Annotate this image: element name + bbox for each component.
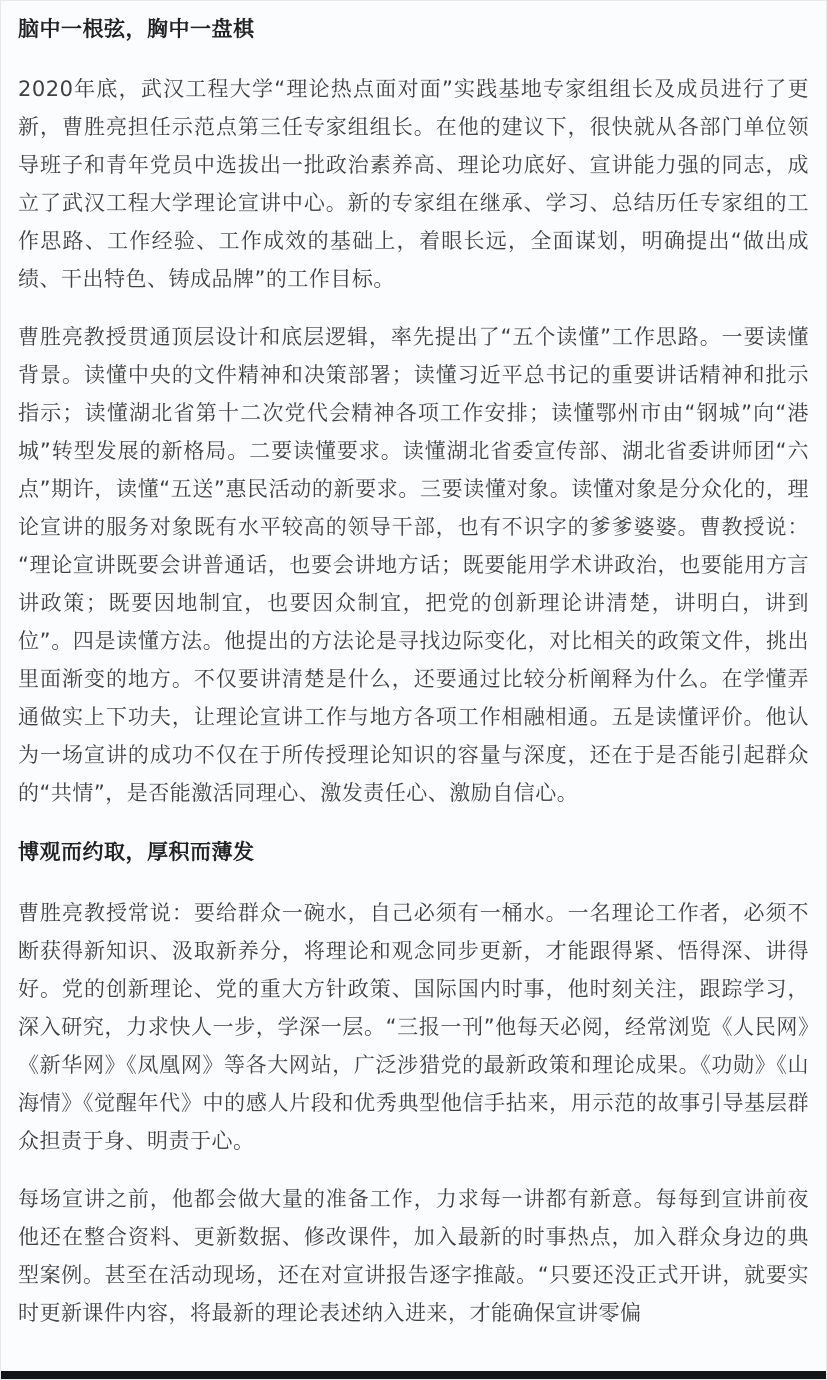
article-paragraph-1: 2020年底，武汉工程大学“理论热点面对面”实践基地专家组组长及成员进行了更新，曹胜亮担任示范点第三任专家组组长。在他的建议下，很快就从各部门单位领导班子和青年党员中选拔出一批政治素养高、理论功底好、宣讲能力强的同志，成立了武汉工程大学理论宣讲中心。新的专家组在继承、学习、总结历任专家组的工作思路、工作经验、工作成效的基础上，着眼长远，全面谋划，明确提出“做出成绩、干出特色、铸成品牌”的工作目标。 xyxy=(18,77,809,292)
bottom-edge-bar xyxy=(1,1371,826,1379)
section-heading-2: 博观而约取，厚积而薄发 xyxy=(18,840,255,865)
article-content xyxy=(1,1,826,1332)
article-paragraph-4: 每场宣讲之前，他都会做大量的准备工作，力求每一讲都有新意。每每到宣讲前夜他还在整合资料、更新数据、修改课件，加入最新的时事热点，加入群众身边的典型案例。甚至在活动现场，还在对宣讲报告逐字推敲。“只要还没正式开讲，就要实时更新课件内容，将最新的理论表述纳入进来，才能确保宣讲零偏 xyxy=(18,1186,809,1325)
article-paragraph-2: 曹胜亮教授贯通顶层设计和底层逻辑，率先提出了“五个读懂”工作思路。一要读懂背景。读懂中央的文件精神和决策部署；读懂习近平总书记的重要讲话精神和批示指示；读懂湖北省第十二次党代会精神各项工作安排；读懂鄂州市由“钢城”向“港城”转型发展的新格局。二要读懂要求。读懂湖北省委宣传部、湖北省委讲师团“六点”期许，读懂“五送”惠民活动的新要求。三要读懂对象。读懂对象是分众化的，理论宣讲的服务对象既有水平较高的领导干部，也有不识字的爹爹婆婆。曹教授说：“理论宣讲既要会讲普通话，也要会讲地方话；既要能用学术讲政治，也要能用方言讲政策；既要因地制宜，也要因众制宜，把党的创新理论讲清楚，讲明白，讲到位”。四是读懂方法。他提出的方法论是寻找边际变化，对比相关的政策文件，挑出里面渐变的地方。不仅要讲清楚是什么，还要通过比较分析阐释为什么。在学懂弄通做实上下功夫，让理论宣讲工作与地方各项工作相融相通。五是读懂评价。他认为一场宣讲的成功不仅在于所传授理论知识的容量与深度，还在于是否能引起群众的“共情”，是否能激活同理心、激发责任心、激励自信心。 xyxy=(18,325,809,806)
section-heading-1: 脑中一根弦，胸中一盘棋 xyxy=(18,17,255,41)
article-paragraph-3: 曹胜亮教授常说：要给群众一碗水，自己必须有一桶水。一名理论工作者，必须不断获得新知识、汲取新养分，将理论和观念同步更新，才能跟得紧、悟得深、讲得好。党的创新理论、党的重大方针政策、国际国内时事，他时刻关注，跟踪学习，深入研究，力求快人一步，学深一层。“三报一刊”他每天必阅，经常浏览《人民网》《新华网》《凤凰网》等各大网站，广泛涉猎党的最新政策和理论成果。《功勋》《山海情》《觉醒年代》中的感人片段和优秀典型他信手拈来，用示范的故事引导基层群众担责于身、明责于心。 xyxy=(18,900,809,1153)
